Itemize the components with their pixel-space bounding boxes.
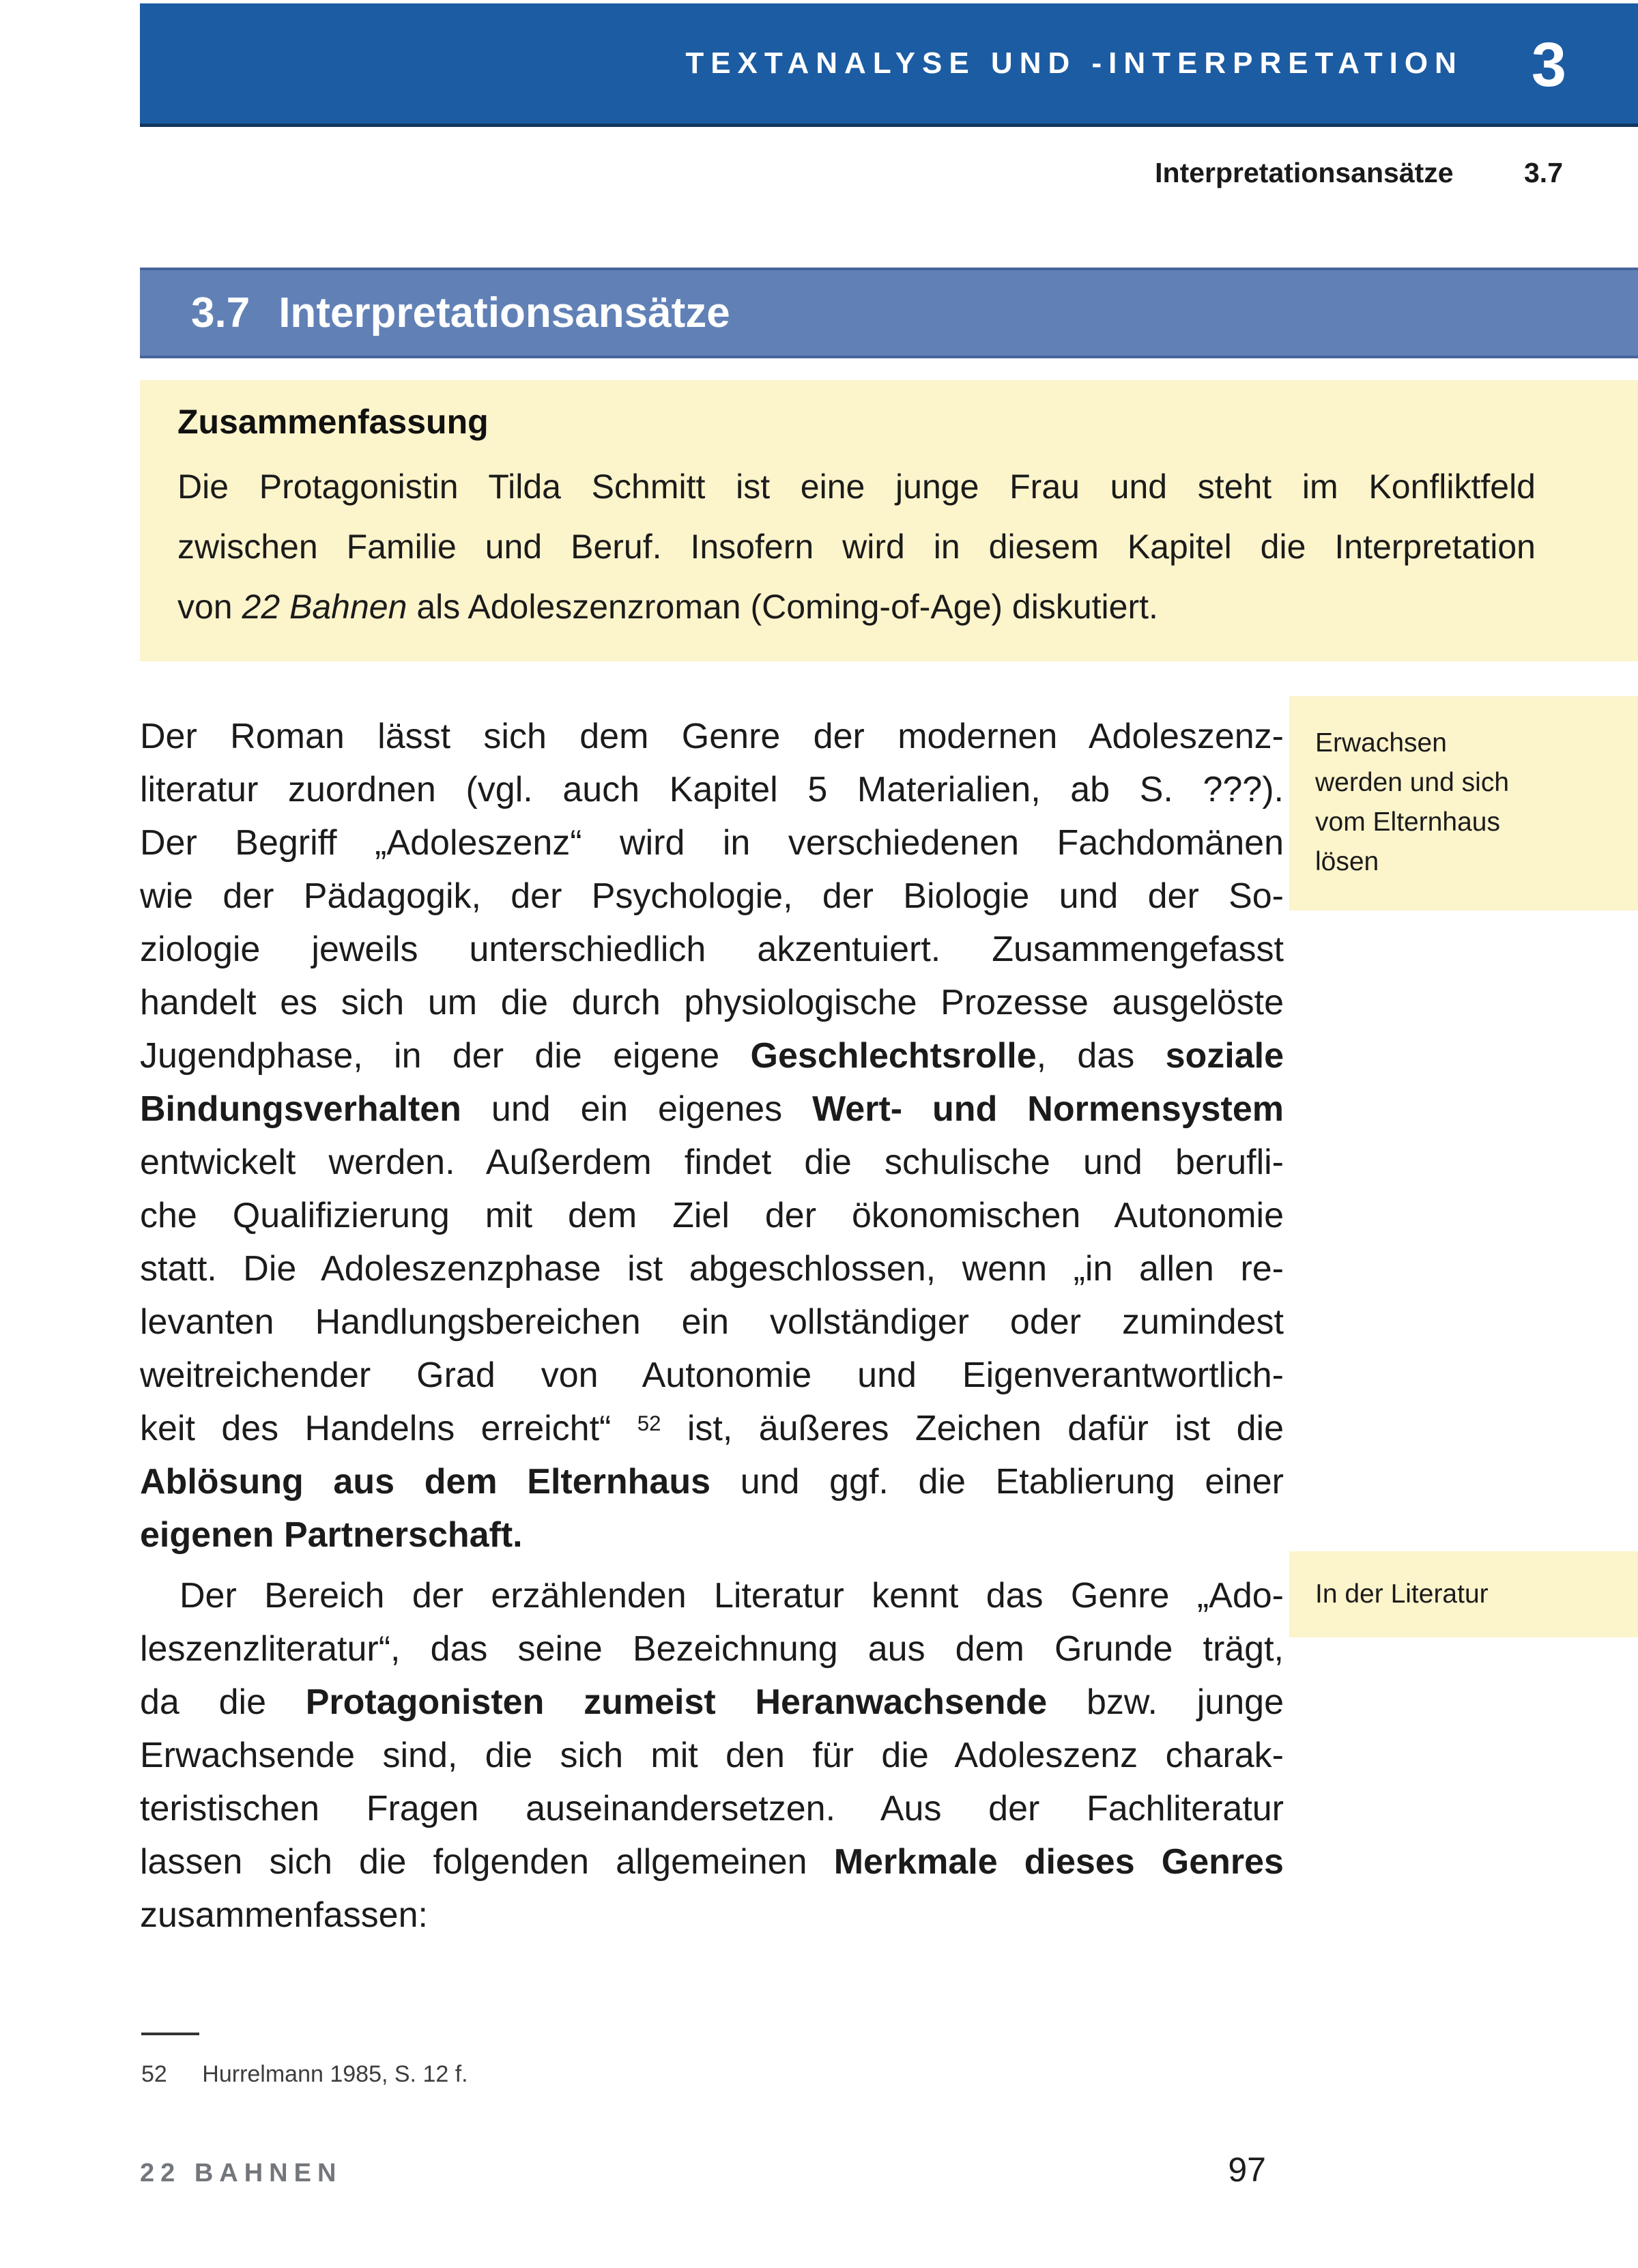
breadcrumb-label: Interpretationsansätze: [1155, 157, 1454, 188]
text-line: Erwachsende sind, die sich mit den für die Adoleszenz charak-: [140, 1736, 1284, 1775]
margin-note: [1289, 1551, 1638, 1637]
text-line: Bindungsverhalten und ein eigenes Wert- und Normensystem: [140, 1089, 1284, 1129]
margin-note-text: Erwachsen werden und sich vom Elternhaus lösen: [1315, 728, 1510, 876]
footnote-divider: [141, 2033, 199, 2035]
margin-note: [1289, 696, 1638, 910]
footnote-text: Hurrelmann 1985, S. 12 f.: [202, 2061, 468, 2087]
text-line: weitreichender Grad von Autonomie und Eigenverantwortlich-: [140, 1355, 1284, 1395]
text-line: leszenzliteratur“, das seine Bezeichnung aus dem Grunde trägt,: [140, 1629, 1284, 1669]
text-line: entwickelt werden. Außerdem findet die schulische und berufli-: [140, 1143, 1284, 1182]
text-line: Der Bereich der erzählenden Literatur kennt das Genre „Ado-: [179, 1576, 1284, 1616]
text-line: zwischen Familie und Beruf. Insofern wird in diesem Kapitel die Interpretation: [177, 528, 1536, 566]
text-line: von 22 Bahnen als Adoleszenzroman (Coming-of-Age) diskutiert.: [177, 588, 1158, 626]
footnote-number: 52: [141, 2061, 167, 2087]
chapter-number: 3: [1531, 30, 1566, 100]
margin-note-text: In der Literatur: [1315, 1579, 1489, 1609]
text-line: statt. Die Adoleszenzphase ist abgeschlossen, wenn „in allen re-: [140, 1249, 1284, 1289]
section-title: Interpretationsansätze: [278, 289, 730, 336]
text-line: lassen sich die folgenden allgemeinen Merkmale dieses Genres: [140, 1842, 1284, 1882]
page-number: 97: [1228, 2151, 1266, 2189]
text-line: Jugendphase, in der die eigene Geschlechtsrolle, das soziale: [140, 1036, 1284, 1076]
summary-box: [140, 380, 1638, 661]
text-line: literatur zuordnen (vgl. auch Kapitel 5 Materialien, ab S. ???).: [140, 770, 1284, 809]
text-line: Der Roman lässt sich dem Genre der modernen Adoleszenz-: [140, 717, 1284, 756]
footnote: [141, 2061, 468, 2088]
text-line: handelt es sich um die durch physiologische Prozesse ausgelöste: [140, 983, 1284, 1022]
chapter-title: TEXTANALYSE UND -INTERPRETATION: [685, 46, 1463, 80]
body-text: [140, 710, 1284, 1942]
summary-heading: Zusammenfassung: [177, 403, 489, 441]
paragraph: [140, 710, 1284, 1562]
book-title: 22 BAHNEN: [140, 2159, 343, 2187]
text-line: Ablösung aus dem Elternhaus und ggf. die Etablierung einer: [140, 1462, 1284, 1502]
text-line: Der Begriff „Adoleszenz“ wird in verschiedenen Fachdomänen: [140, 823, 1284, 863]
text-line: levanten Handlungsbereichen ein vollständiger oder zumindest: [140, 1302, 1284, 1342]
chapter-header-bar: [140, 3, 1638, 127]
text-line: da die Protagonisten zumeist Heranwachsende bzw. junge: [140, 1682, 1284, 1722]
text-line: keit des Handelns erreicht“ $^{52}$ ist, äußeres Zeichen dafür ist die: [140, 1409, 1284, 1448]
breadcrumb: [140, 157, 1563, 189]
text-line: teristischen Fragen auseinandersetzen. Aus der Fachliteratur: [140, 1789, 1284, 1828]
section-header-bar: [140, 268, 1638, 358]
summary-text: [177, 457, 1536, 637]
section-number: 3.7: [191, 289, 250, 336]
text-line: Die Protagonistin Tilda Schmitt ist eine junge Frau und steht im Konfliktfeld: [177, 468, 1536, 506]
paragraph: [140, 1569, 1284, 1942]
text-line: zusammenfassen:: [140, 1895, 428, 1935]
text-line: che Qualifizierung mit dem Ziel der ökonomischen Autonomie: [140, 1196, 1284, 1235]
text-line: eigenen Partnerschaft.: [140, 1515, 523, 1555]
page-footer: [140, 2150, 1266, 2190]
text-line: wie der Pädagogik, der Psychologie, der Biologie und der So-: [140, 876, 1284, 916]
breadcrumb-number: 3.7: [1524, 157, 1563, 188]
text-line: ziologie jeweils unterschiedlich akzentuiert. Zusammengefasst: [140, 930, 1284, 969]
